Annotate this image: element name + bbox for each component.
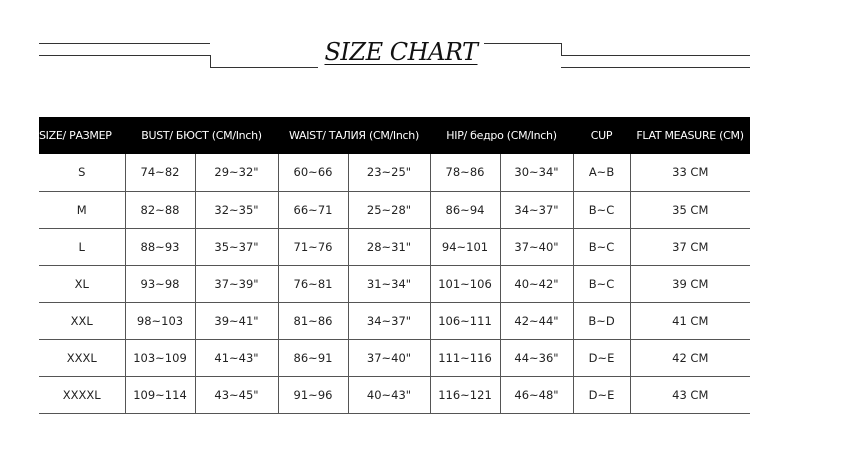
page-title-text: SIZE CHART	[324, 38, 478, 66]
header-cup: CUP	[590, 129, 613, 142]
header-hip: HIP/ бедро (CM/Inch)	[446, 129, 557, 142]
cell-waist-inch: 40~43"	[348, 376, 430, 413]
table-row	[39, 191, 750, 228]
cell-hip-cm: 116~121	[430, 376, 500, 413]
page-title	[0, 38, 802, 66]
cell-hip-cm: 78~86	[430, 154, 500, 191]
cell-size: M	[39, 191, 125, 228]
cell-size: XXXL	[39, 339, 125, 376]
cell-cup: D~E	[573, 376, 630, 413]
table-row	[39, 265, 750, 302]
cell-bust-inch: 32~35"	[195, 191, 278, 228]
cell-size: S	[39, 154, 125, 191]
cell-cup: B~D	[573, 302, 630, 339]
cell-flat-measure: 42 CM	[630, 339, 750, 376]
cell-bust-inch: 37~39"	[195, 265, 278, 302]
cell-bust-inch: 29~32"	[195, 154, 278, 191]
cell-waist-inch: 28~31"	[348, 228, 430, 265]
decorative-line-left-bottom	[210, 67, 318, 68]
cell-waist-cm: 91~96	[278, 376, 348, 413]
cell-flat-measure: 41 CM	[630, 302, 750, 339]
header-flat-measure: FLAT MEASURE (CM)	[636, 129, 744, 142]
table-row	[39, 154, 750, 191]
cell-flat-measure: 35 CM	[630, 191, 750, 228]
header-bust: BUST/ БЮСТ (CM/Inch)	[141, 129, 262, 142]
cell-hip-cm: 106~111	[430, 302, 500, 339]
cell-bust-cm: 93~98	[125, 265, 195, 302]
table-row	[39, 302, 750, 339]
cell-bust-cm: 98~103	[125, 302, 195, 339]
cell-waist-cm: 86~91	[278, 339, 348, 376]
cell-hip-inch: 30~34"	[500, 154, 573, 191]
cell-waist-inch: 23~25"	[348, 154, 430, 191]
cell-flat-measure: 37 CM	[630, 228, 750, 265]
cell-hip-cm: 94~101	[430, 228, 500, 265]
table-row	[39, 376, 750, 413]
cell-hip-cm: 111~116	[430, 339, 500, 376]
cell-size: XXL	[39, 302, 125, 339]
cell-bust-inch: 43~45"	[195, 376, 278, 413]
cell-size: XL	[39, 265, 125, 302]
cell-size: L	[39, 228, 125, 265]
cell-waist-inch: 31~34"	[348, 265, 430, 302]
cell-hip-inch: 34~37"	[500, 191, 573, 228]
cell-waist-cm: 71~76	[278, 228, 348, 265]
cell-cup: D~E	[573, 339, 630, 376]
cell-waist-cm: 76~81	[278, 265, 348, 302]
cell-flat-measure: 39 CM	[630, 265, 750, 302]
cell-hip-inch: 46~48"	[500, 376, 573, 413]
cell-waist-cm: 60~66	[278, 154, 348, 191]
cell-hip-inch: 40~42"	[500, 265, 573, 302]
cell-flat-measure: 43 CM	[630, 376, 750, 413]
header-size: SIZE/ РАЗМЕР	[39, 129, 112, 142]
cell-cup: B~C	[573, 228, 630, 265]
cell-bust-cm: 103~109	[125, 339, 195, 376]
cell-bust-inch: 35~37"	[195, 228, 278, 265]
cell-hip-cm: 86~94	[430, 191, 500, 228]
cell-bust-cm: 74~82	[125, 154, 195, 191]
cell-hip-cm: 101~106	[430, 265, 500, 302]
cell-cup: B~C	[573, 191, 630, 228]
cell-cup: A~B	[573, 154, 630, 191]
cell-waist-cm: 81~86	[278, 302, 348, 339]
table-header-row	[39, 117, 750, 154]
cell-cup: B~C	[573, 265, 630, 302]
cell-bust-inch: 39~41"	[195, 302, 278, 339]
header-waist: WAIST/ ТАЛИЯ (CM/Inch)	[289, 129, 419, 142]
cell-waist-cm: 66~71	[278, 191, 348, 228]
cell-hip-inch: 42~44"	[500, 302, 573, 339]
cell-waist-inch: 37~40"	[348, 339, 430, 376]
cell-size: XXXXL	[39, 376, 125, 413]
cell-hip-inch: 44~36"	[500, 339, 573, 376]
table-row	[39, 228, 750, 265]
cell-hip-inch: 37~40"	[500, 228, 573, 265]
table-row	[39, 339, 750, 376]
cell-flat-measure: 33 CM	[630, 154, 750, 191]
cell-bust-inch: 41~43"	[195, 339, 278, 376]
cell-bust-cm: 88~93	[125, 228, 195, 265]
decorative-line-right-bottom	[561, 67, 750, 68]
size-chart-table	[39, 117, 750, 414]
cell-bust-cm: 109~114	[125, 376, 195, 413]
cell-bust-cm: 82~88	[125, 191, 195, 228]
cell-waist-inch: 25~28"	[348, 191, 430, 228]
cell-waist-inch: 34~37"	[348, 302, 430, 339]
